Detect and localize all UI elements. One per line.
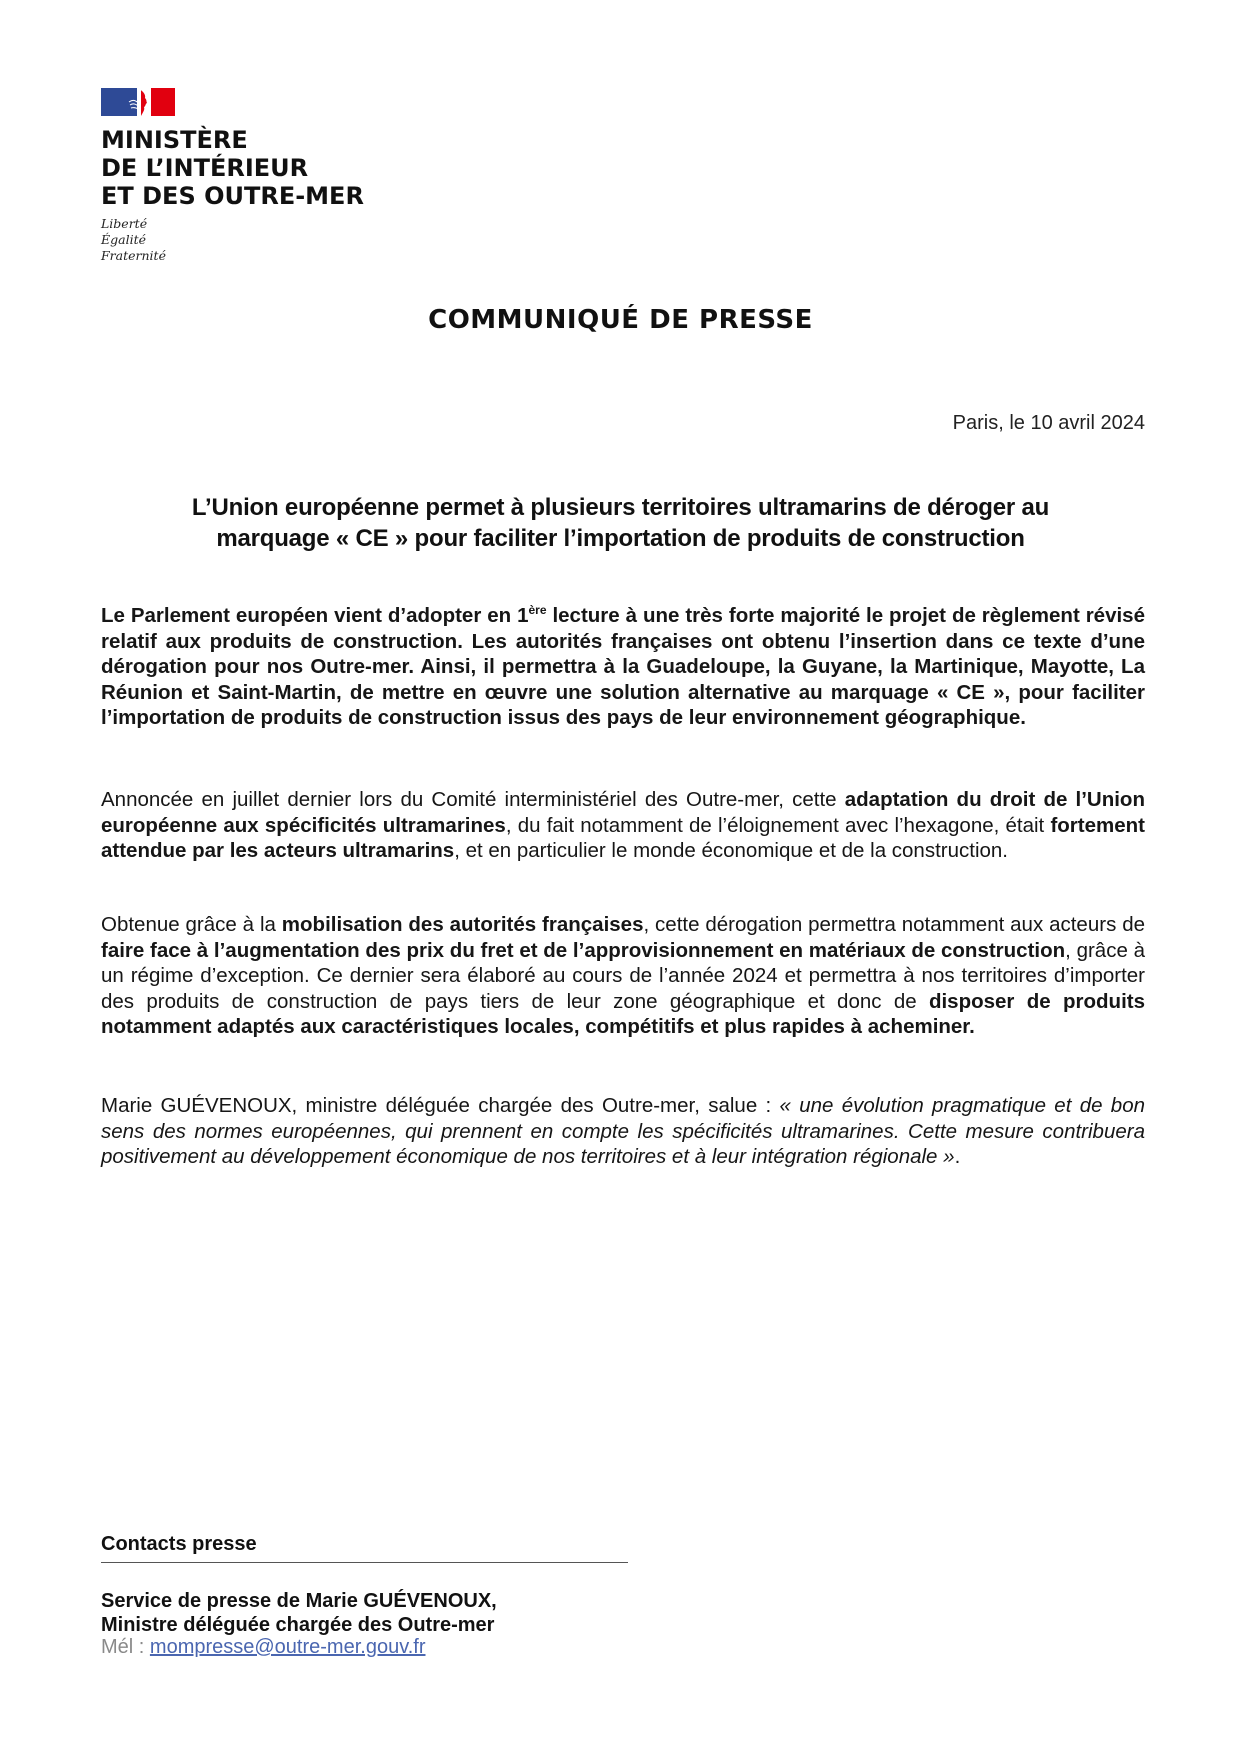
ordinal-superscript: ère bbox=[528, 603, 547, 618]
ministry-line: ET DES OUTRE-MER bbox=[101, 182, 364, 210]
text-run: Annoncée en juillet dernier lors du Comité interministériel des Outre-mer, cette bbox=[101, 788, 845, 811]
motto-line: Égalité bbox=[101, 232, 146, 247]
ministry-line: DE L’INTÉRIEUR bbox=[101, 154, 309, 182]
ministry-logo bbox=[101, 88, 364, 264]
document-type-title: COMMUNIQUÉ DE PRESSE bbox=[428, 305, 813, 335]
ministry-line: MINISTÈRE bbox=[101, 126, 248, 154]
text-run: Marie GUÉVENOUX, ministre déléguée chargée des Outre-mer, salue : bbox=[101, 1094, 780, 1117]
press-contacts bbox=[101, 1533, 628, 1657]
text-run: , du fait notamment de l’éloignement avec l’hexagone, était bbox=[505, 813, 1051, 837]
mail-label: Mél : bbox=[101, 1636, 150, 1658]
mail-line bbox=[101, 1637, 628, 1657]
text-run: Obtenue grâce à la bbox=[101, 913, 282, 936]
paragraph-intro bbox=[101, 603, 1145, 731]
bold-run: fortement attendue par les acteurs ultramarins bbox=[101, 813, 1145, 863]
bold-run: mobilisation des autorités françaises bbox=[281, 913, 644, 936]
bold-run: adaptation du droit de l’Union européenne aux spécificités ultramarines bbox=[101, 788, 1145, 837]
headline bbox=[130, 492, 1111, 554]
text-run: . bbox=[954, 1145, 961, 1169]
ministry-name bbox=[101, 126, 364, 210]
marianne-flag-icon bbox=[101, 88, 175, 116]
motto-line: Fraternité bbox=[101, 248, 166, 263]
press-service-line: Ministre déléguée chargée des Outre-mer bbox=[101, 1614, 495, 1636]
text-run: , et en particulier le monde économique et de la construction. bbox=[454, 839, 1009, 863]
press-service-line: Service de presse de Marie GUÉVENOUX, bbox=[101, 1590, 497, 1612]
quote-run: « une évolution pragmatique et de bon sens des normes européennes, qui prennent en compte les spécificités ultramarines. Cette mesure contribuera positivement au développement économique de nos territoires et à leur intégration régionale » bbox=[101, 1094, 1145, 1169]
bold-run: faire face à l’augmentation des prix du fret et de l’approvisionnement en matériaux de construction bbox=[101, 938, 1066, 962]
text-run: , cette dérogation permettra notamment aux acteurs de bbox=[643, 913, 1145, 936]
text-run: Le Parlement européen vient d’adopter en 1 bbox=[101, 604, 529, 627]
motto-line: Liberté bbox=[101, 216, 148, 231]
marianne-profile-icon bbox=[127, 88, 151, 116]
press-release-date: Paris, le 10 avril 2024 bbox=[952, 412, 1145, 434]
text-run: lecture à une très forte majorité le projet de règlement révisé relatif aux produits de construction. Les autorités françaises ont obtenu l’insertion dans ce texte d’une dérogation pour nos Outre-mer. Ainsi, il permettra à la Guadeloupe, la Guyane, la Martinique, Mayotte, La Réunion et Saint-Martin, de mettre en œuvre une solution alternative au marquage « CE », pour faciliter l’importation de produits de construction issus des pays de leur environnement géographique. bbox=[101, 604, 1145, 730]
bold-run: disposer de produits notamment adaptés aux caractéristiques locales, compétitifs et plus rapides à acheminer. bbox=[101, 989, 1145, 1039]
headline-line: L’Union européenne permet à plusieurs territoires ultramarins de déroger au bbox=[191, 494, 1050, 521]
paragraph-derogation bbox=[101, 912, 1145, 1040]
contacts-heading: Contacts presse bbox=[101, 1533, 628, 1563]
mail-link[interactable]: mompresse@outre-mer.gouv.fr bbox=[149, 1636, 426, 1658]
paragraph-announcement bbox=[101, 787, 1145, 864]
republic-motto bbox=[101, 216, 364, 264]
headline-line: marquage « CE » pour faciliter l’importation de produits de construction bbox=[216, 525, 1025, 552]
press-service bbox=[101, 1589, 628, 1637]
text-run: , grâce à un régime d’exception. Ce dernier sera élaboré au cours de l’année 2024 et permettra à nos territoires d’importer des produits de construction de pays tiers de leur zone géographique et donc de bbox=[101, 938, 1145, 1013]
paragraph-minister-quote bbox=[101, 1093, 1145, 1170]
